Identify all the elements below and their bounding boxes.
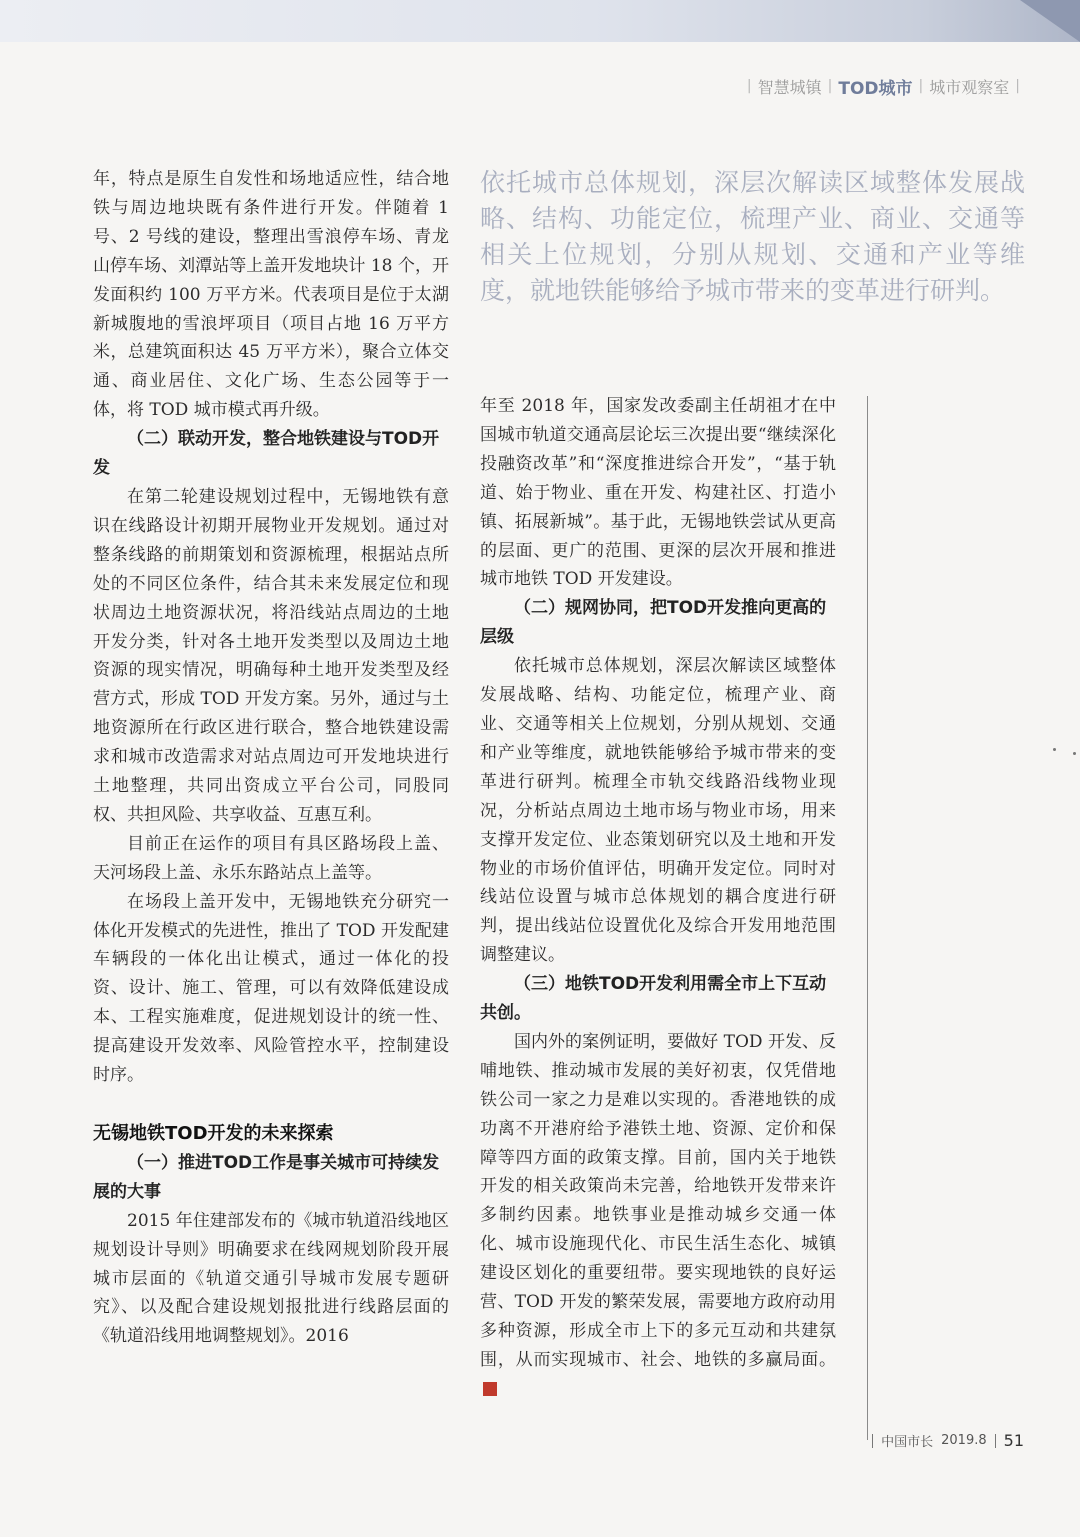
- paragraph-text: 国内外的案例证明，要做好 TOD 开发、反哺地铁、推动城市发展的美好初衷，仅凭借地铁公司一家之力是难以实现的。香港地铁的成功离不开港府给予港铁土地、资源、定价和保障等四方面的政策支撑。目前，国内关于地铁开发的相关政策尚未完善，给地铁开发带来许多制约因素。地铁事业是推动城乡交通一体化、城市设施现代化、市民生活生态化、城镇建设区划化的重要纽带。要实现地铁的良好运营、TOD 开发的繁荣发展，需要地方政府动用多种资源，形成全市上下的多元互动和共建氛围，从而实现城市、社会、地铁的多赢局面。: [480, 1031, 836, 1370]
- scan-speck: [1073, 752, 1076, 755]
- pull-quote: 依托城市总体规划，深层次解读区域整体发展战略、结构、功能定位，梳理产业、商业、交通等相关上位规划，分别从规划、交通和产业等维度，就地铁能够给予城市带来的变革进行研判。: [480, 168, 1025, 305]
- paragraph: 依托城市总体规划，深层次解读区域整体发展战略、结构、功能定位，梳理产业、商业、交通等相关上位规划，分别从规划、交通和产业等维度，就地铁能够给予城市带来的变革进行研判。梳理全市轨交线路沿线物业现况，分析站点周边土地市场与物业市场，用来支撑开发定位、业态策划研究以及土地和开发物业的市场价值评估，明确开发定位。同时对线站位设置与城市总体规划的耦合度进行研判，提出线站位设置优化及综合开发用地范围调整建议。: [480, 656, 836, 966]
- scan-speck: [1053, 748, 1056, 751]
- top-color-band: [0, 0, 1080, 42]
- subheading: （二）联动开发，整合地铁建设与TOD开发: [93, 429, 440, 479]
- magazine-name: 中国市长: [881, 1435, 934, 1450]
- nav-separator: |: [746, 78, 752, 94]
- nav-item-smart-town: 智慧城镇: [757, 77, 822, 97]
- issue-date: 2019.8: [941, 1433, 987, 1448]
- article-end-mark-icon: [483, 1382, 497, 1396]
- paragraph-last: [480, 1028, 836, 1404]
- nav-item-tod-city: TOD城市: [838, 78, 913, 99]
- subheading: （三）地铁TOD开发利用需全市上下互动共创。: [480, 974, 827, 1024]
- subheading: （一）推进TOD工作是事关城市可持续发展的大事: [93, 1152, 440, 1202]
- section-title: 无锡地铁TOD开发的未来探索: [93, 1123, 334, 1144]
- right-column: [480, 392, 836, 1404]
- nav-item-city-observatory: 城市观察室: [929, 77, 1010, 97]
- paragraph: 在第二轮建设规划过程中，无锡地铁有意识在线路设计初期开展物业开发规划。通过对整条线路的前期策划和资源梳理，根据站点所处的不同区位条件，结合其未来发展定位和现状周边土地资源状况，将沿线站点周边的土地开发分类，针对各土地开发类型以及周边土地资源的现实情况，明确每种土地开发类型及经营方式，形成 TOD 开发方案。另外，通过与土地资源所在行政区进行联合，整合地铁建设需求和城市改造需求对站点周边可开发地块进行土地整理，共同出资成立平台公司，同股同权、共担风险、共享收益、互惠互利。: [93, 486, 449, 825]
- top-corner-shade: [1020, 0, 1080, 42]
- paragraph: 年至 2018 年，国家发改委副主任胡祖才在中国城市轨道交通高层论坛三次提出要“继续深化投融资改革”和“深度推进综合开发”，“基于轨道、始于物业、重在开发、构建社区、打造小镇、拓展新城”。基于此，无锡地铁尝试从更高的层面、更广的范围、更深的层次开展和推进城市地铁 TOD 开发建设。: [480, 396, 836, 590]
- section-nav: [747, 74, 1020, 98]
- margin-rule: [867, 396, 868, 1440]
- paragraph: 年，特点是原生自发性和场地适应性，结合地铁与周边地块既有条件进行开发。伴随着 1 号、2 号线的建设，整理出雪浪停车场、青龙山停车场、刘潭站等上盖开发地块计 18 个，开发面积约 100 万平方米。代表项目是位于太湖新城腹地的雪浪坪项目（项目占地 16 万平方米，总建筑面积达 45 万平方米），聚合立体交通、商业居住、文化广场、生态公园等于一体，将 TOD 城市模式再升级。: [93, 169, 449, 421]
- nav-separator: |: [827, 78, 833, 94]
- footer-separator: [872, 1434, 873, 1448]
- paragraph: 2015 年住建部发布的《城市轨道沿线地区规划设计导则》明确要求在线网规划阶段开展城市层面的《轨道交通引导城市发展专题研究》、以及配合建设规划报批进行线路层面的《轨道沿线用地调整规划》。2016: [93, 1210, 449, 1347]
- subheading: （二）规网协同，把TOD开发推向更高的层级: [480, 598, 827, 648]
- page-number: 51: [1003, 1431, 1024, 1450]
- nav-separator: |: [918, 78, 924, 94]
- page-footer: [872, 1431, 1024, 1450]
- paragraph: 目前正在运作的项目有具区路场段上盖、天河场段上盖、永乐东路站点上盖等。: [93, 833, 449, 883]
- left-column: [93, 165, 449, 1351]
- footer-separator: [995, 1434, 996, 1448]
- paragraph: 在场段上盖开发中，无锡地铁充分研究一体化开发模式的先进性，推出了 TOD 开发配建车辆段的一体化出让模式，通过一体化的投资、设计、施工、管理，可以有效降低建设成本、工程实施难度，促进规划设计的统一性、提高建设开发效率、风险管控水平，控制建设时序。: [93, 891, 449, 1086]
- nav-separator: |: [1015, 78, 1020, 94]
